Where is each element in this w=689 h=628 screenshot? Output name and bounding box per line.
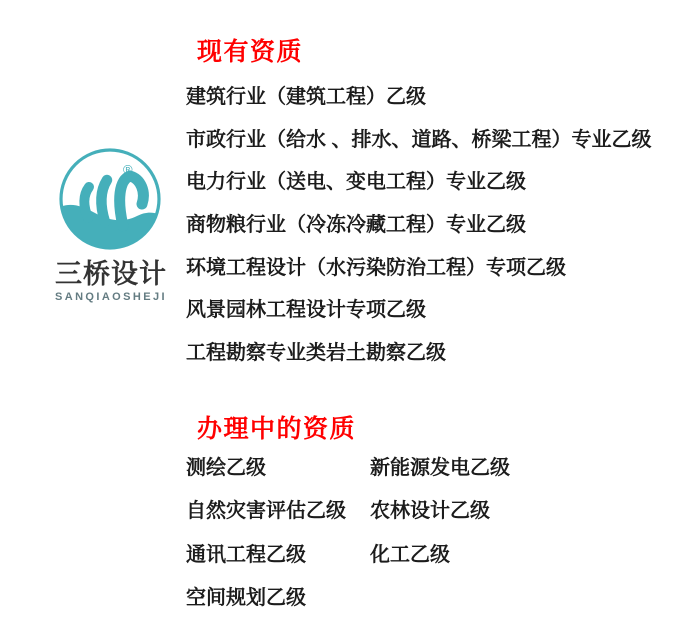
- pending-qualifications-title: 办理中的资质: [197, 415, 357, 443]
- registered-trademark-symbol: ®: [123, 162, 133, 177]
- wave-finger-middle: [101, 180, 107, 222]
- wave-logo-icon: [57, 146, 163, 252]
- wave-finger-left: [84, 187, 89, 218]
- qualification-item: 化工乙级: [370, 543, 450, 566]
- company-logo: [55, 146, 165, 304]
- company-name-chinese: 三桥设计: [55, 259, 167, 289]
- qualification-item: 建筑行业（建筑工程）乙级: [186, 86, 426, 108]
- qualification-item: 商物粮行业（冷冻冷藏工程）专业乙级: [186, 214, 526, 237]
- qualification-item: 工程勘察专业类岩土勘察乙级: [186, 342, 446, 365]
- qualification-item: 空间规划乙级: [186, 586, 306, 609]
- qualification-item: 通讯工程乙级: [186, 543, 306, 566]
- qualification-item: 环境工程设计（水污染防治工程）专项乙级: [186, 256, 566, 279]
- qualification-item: 电力行业（送电、变电工程）专业乙级: [186, 171, 526, 194]
- pending-qualifications-grid: [186, 454, 606, 627]
- grid-row: [186, 497, 606, 540]
- qualification-item: 农林设计乙级: [370, 500, 490, 523]
- qualification-item: 新能源发电乙级: [370, 457, 510, 479]
- qualification-item: 市政行业（给水 、排水、道路、桥梁工程）专业乙级: [186, 128, 652, 151]
- current-qualifications-title: 现有资质: [197, 38, 304, 66]
- grid-row: [186, 584, 606, 627]
- qualification-item: 风景园林工程设计专项乙级: [186, 299, 426, 322]
- qualification-item: 测绘乙级: [186, 457, 266, 479]
- company-name-pinyin: SANQIAOSHEJI: [55, 291, 167, 303]
- qualification-item: 自然灾害评估乙级: [186, 500, 346, 523]
- grid-row: [186, 541, 606, 584]
- current-qualifications-list: [186, 83, 666, 382]
- grid-row: [186, 454, 606, 497]
